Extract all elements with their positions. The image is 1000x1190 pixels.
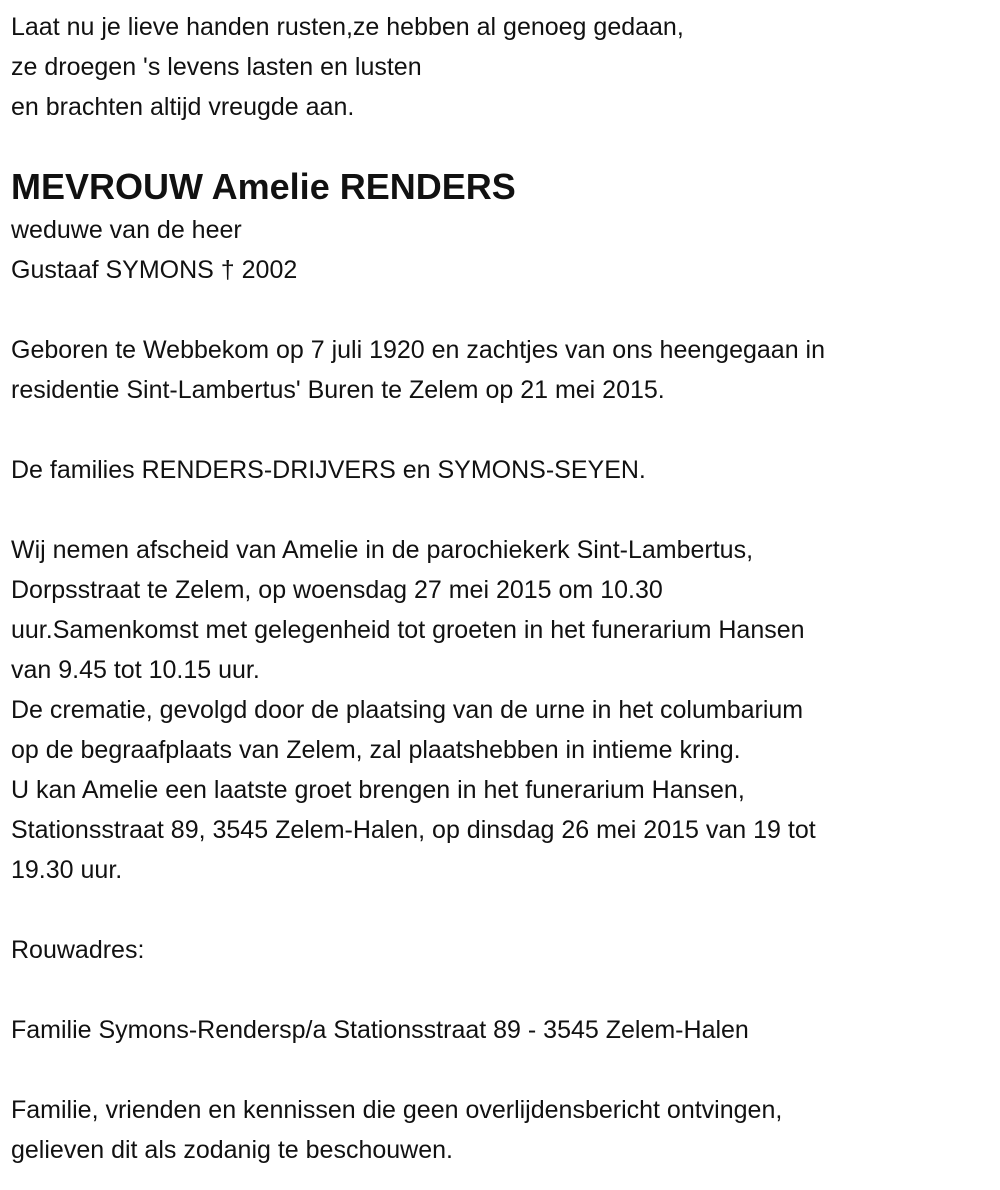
mourning-address: Familie Symons-Rendersp/a Stationsstraat 89 - 3545 Zelem-Halen [11,1016,749,1044]
birth-death-line: residentie Sint-Lambertus' Buren te Zelem op 21 mei 2015. [11,376,665,404]
poem-line: Laat nu je lieve handen rusten,ze hebben al genoeg gedaan, [11,13,684,41]
rouwadres-label: Rouwadres: [11,936,145,964]
ceremony-line: De crematie, gevolgd door de plaatsing van de urne in het columbarium [11,696,804,724]
families-line: De families RENDERS-DRIJVERS en SYMONS-SEYEN. [11,456,646,484]
widow-of-label: weduwe van de heer [11,216,242,244]
birth-death-line: Geboren te Webbekom op 7 juli 1920 en zachtjes van ons heengegaan in [11,336,826,364]
poem-line: ze droegen 's levens lasten en lusten [11,53,422,81]
ceremony-line: Wij nemen afscheid van Amelie in de parochiekerk Sint-Lambertus, [11,536,754,564]
ceremony-line: uur.Samenkomst met gelegenheid tot groeten in het funerarium Hansen [11,616,805,644]
closing-line: gelieven dit als zodanig te beschouwen. [11,1136,453,1164]
ceremony-line: op de begraafplaats van Zelem, zal plaatshebben in intieme kring. [11,736,741,764]
ceremony-line: Dorpsstraat te Zelem, op woensdag 27 mei 2015 om 10.30 [11,576,663,604]
ceremony-line: 19.30 uur. [11,856,123,884]
deceased-name-title: MEVROUW Amelie RENDERS [11,166,516,207]
ceremony-line: U kan Amelie een laatste groet brengen in het funerarium Hansen, [11,776,745,804]
closing-line: Familie, vrienden en kennissen die geen overlijdensbericht ontvingen, [11,1096,783,1124]
poem-line: en brachten altijd vreugde aan. [11,93,355,121]
poem [11,7,1000,127]
ceremony-line: Stationsstraat 89, 3545 Zelem-Halen, op dinsdag 26 mei 2015 van 19 tot [11,816,816,844]
ceremony-paragraph [11,530,1000,890]
ceremony-line: van 9.45 tot 10.15 uur. [11,656,260,684]
spouse-name: Gustaaf SYMONS † 2002 [11,256,298,284]
